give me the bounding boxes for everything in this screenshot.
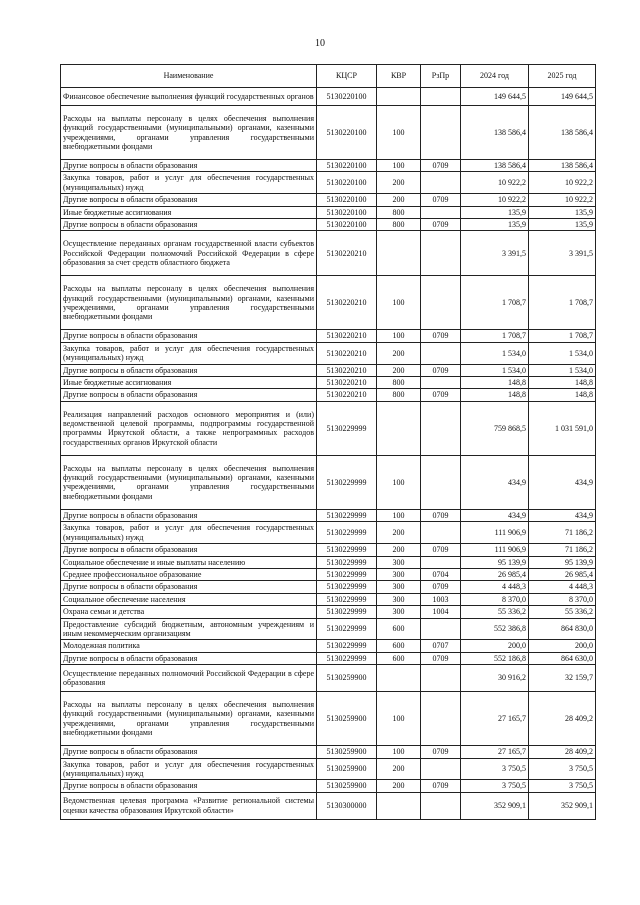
row-kcsr: 5130229999 <box>317 606 377 618</box>
row-name: Закупка товаров, работ и услуг для обеспечения государственных (муниципальных) нужд <box>61 522 317 544</box>
table-row <box>61 509 596 521</box>
table-row <box>61 652 596 664</box>
row-kcsr: 5130229999 <box>317 556 377 568</box>
row-amount-2024: 148,8 <box>461 389 529 401</box>
row-amount-2024: 111 906,9 <box>461 544 529 556</box>
table-row <box>61 206 596 218</box>
table-row <box>61 606 596 618</box>
row-amount-2024: 111 906,9 <box>461 522 529 544</box>
row-kvr: 100 <box>377 330 421 342</box>
row-amount-2024: 55 336,2 <box>461 606 529 618</box>
row-kcsr: 5130229999 <box>317 544 377 556</box>
row-rzpr <box>421 455 461 509</box>
row-rzpr: 0709 <box>421 544 461 556</box>
row-kvr: 800 <box>377 219 421 231</box>
row-rzpr <box>421 206 461 218</box>
row-kvr: 100 <box>377 509 421 521</box>
row-kcsr: 5130220210 <box>317 231 377 276</box>
table-row <box>61 377 596 389</box>
row-rzpr <box>421 276 461 330</box>
row-kvr <box>377 231 421 276</box>
row-rzpr: 0707 <box>421 640 461 652</box>
row-amount-2024: 434,9 <box>461 455 529 509</box>
header-2025: 2025 год <box>529 65 596 88</box>
row-amount-2024: 3 750,5 <box>461 780 529 792</box>
header-2024: 2024 год <box>461 65 529 88</box>
row-amount-2025: 28 409,2 <box>529 692 596 746</box>
row-rzpr: 0709 <box>421 509 461 521</box>
row-name: Другие вопросы в области образования <box>61 746 317 758</box>
row-amount-2025: 149 644,5 <box>529 88 596 106</box>
row-rzpr <box>421 692 461 746</box>
row-name: Социальное обеспечение и иные выплаты населению <box>61 556 317 568</box>
row-kvr <box>377 665 421 692</box>
row-amount-2024: 135,9 <box>461 219 529 231</box>
row-kvr <box>377 88 421 106</box>
row-amount-2024: 1 708,7 <box>461 330 529 342</box>
row-kvr: 800 <box>377 377 421 389</box>
row-kcsr: 5130229999 <box>317 401 377 455</box>
row-kvr: 200 <box>377 172 421 194</box>
row-amount-2025: 1 708,7 <box>529 330 596 342</box>
row-amount-2024: 1 534,0 <box>461 364 529 376</box>
row-rzpr <box>421 401 461 455</box>
row-kvr: 600 <box>377 618 421 640</box>
table-row <box>61 106 596 160</box>
row-kvr: 200 <box>377 758 421 780</box>
row-kvr: 600 <box>377 640 421 652</box>
row-amount-2025: 28 409,2 <box>529 746 596 758</box>
row-name: Осуществление переданных полномочий Российской Федерации в сфере образования <box>61 665 317 692</box>
header-kcsr: КЦСР <box>317 65 377 88</box>
row-kcsr: 5130220210 <box>317 276 377 330</box>
row-amount-2025: 4 448,3 <box>529 581 596 593</box>
row-kcsr: 5130259900 <box>317 692 377 746</box>
row-amount-2025: 200,0 <box>529 640 596 652</box>
row-amount-2025: 1 534,0 <box>529 364 596 376</box>
header-kvr: КВР <box>377 65 421 88</box>
row-kvr: 200 <box>377 522 421 544</box>
row-kcsr: 5130220210 <box>317 389 377 401</box>
row-kcsr: 5130220210 <box>317 377 377 389</box>
row-rzpr: 0709 <box>421 330 461 342</box>
row-name: Другие вопросы в области образования <box>61 194 317 206</box>
table-row <box>61 342 596 364</box>
row-amount-2025: 864 830,0 <box>529 618 596 640</box>
row-amount-2024: 149 644,5 <box>461 88 529 106</box>
table-row <box>61 640 596 652</box>
row-rzpr <box>421 106 461 160</box>
row-amount-2024: 4 448,3 <box>461 581 529 593</box>
row-kcsr: 5130220100 <box>317 160 377 172</box>
table-row <box>61 364 596 376</box>
row-kvr <box>377 401 421 455</box>
row-amount-2024: 552 186,8 <box>461 652 529 664</box>
table-row <box>61 593 596 605</box>
table-row <box>61 618 596 640</box>
row-kcsr: 5130229999 <box>317 522 377 544</box>
row-amount-2024: 30 916,2 <box>461 665 529 692</box>
table-row <box>61 389 596 401</box>
table-row <box>61 665 596 692</box>
row-kcsr: 5130220210 <box>317 342 377 364</box>
row-rzpr: 0709 <box>421 364 461 376</box>
row-rzpr <box>421 792 461 819</box>
header-name: Наименование <box>61 65 317 88</box>
table-row <box>61 780 596 792</box>
table-row <box>61 455 596 509</box>
row-name: Иные бюджетные ассигнования <box>61 206 317 218</box>
row-kcsr: 5130259900 <box>317 780 377 792</box>
row-rzpr: 0709 <box>421 389 461 401</box>
row-kvr: 300 <box>377 556 421 568</box>
row-amount-2025: 434,9 <box>529 455 596 509</box>
table-row <box>61 231 596 276</box>
row-amount-2024: 352 909,1 <box>461 792 529 819</box>
row-name: Закупка товаров, работ и услуг для обеспечения государственных (муниципальных) нужд <box>61 758 317 780</box>
row-amount-2025: 138 586,4 <box>529 160 596 172</box>
row-name: Охрана семьи и детства <box>61 606 317 618</box>
row-amount-2024: 135,9 <box>461 206 529 218</box>
row-amount-2025: 352 909,1 <box>529 792 596 819</box>
row-amount-2024: 138 586,4 <box>461 106 529 160</box>
row-kcsr: 5130220100 <box>317 88 377 106</box>
row-rzpr: 0709 <box>421 746 461 758</box>
row-kcsr: 5130259900 <box>317 665 377 692</box>
row-name: Расходы на выплаты персоналу в целях обеспечения выполнения функций государственными (муниципальными) органами, казенными учреждениями, органами управления государственными внебюджетными фондами <box>61 106 317 160</box>
row-rzpr: 1003 <box>421 593 461 605</box>
row-kcsr: 5130220100 <box>317 172 377 194</box>
row-name: Расходы на выплаты персоналу в целях обеспечения выполнения функций государственными (муниципальными) органами, казенными учреждениями, органами управления государственными внебюджетными фондами <box>61 276 317 330</box>
row-kcsr: 5130229999 <box>317 593 377 605</box>
table-row <box>61 692 596 746</box>
row-kvr: 200 <box>377 780 421 792</box>
row-amount-2024: 434,9 <box>461 509 529 521</box>
row-amount-2024: 3 750,5 <box>461 758 529 780</box>
row-amount-2025: 3 391,5 <box>529 231 596 276</box>
table-row <box>61 172 596 194</box>
row-amount-2025: 864 630,0 <box>529 652 596 664</box>
row-amount-2025: 32 159,7 <box>529 665 596 692</box>
table-header-row <box>61 65 596 88</box>
row-name: Другие вопросы в области образования <box>61 330 317 342</box>
row-amount-2024: 138 586,4 <box>461 160 529 172</box>
row-rzpr <box>421 377 461 389</box>
row-kvr: 800 <box>377 206 421 218</box>
table-row <box>61 568 596 580</box>
row-name: Другие вопросы в области образования <box>61 389 317 401</box>
row-amount-2025: 1 708,7 <box>529 276 596 330</box>
row-kvr: 300 <box>377 606 421 618</box>
row-rzpr: 0709 <box>421 194 461 206</box>
table-row <box>61 219 596 231</box>
row-kcsr: 5130229999 <box>317 618 377 640</box>
row-kcsr: 5130300000 <box>317 792 377 819</box>
row-kvr: 200 <box>377 194 421 206</box>
row-amount-2025: 148,8 <box>529 377 596 389</box>
row-amount-2025: 1 031 591,0 <box>529 401 596 455</box>
row-kvr: 100 <box>377 455 421 509</box>
row-amount-2024: 27 165,7 <box>461 746 529 758</box>
row-amount-2025: 3 750,5 <box>529 758 596 780</box>
row-rzpr <box>421 556 461 568</box>
table-row <box>61 581 596 593</box>
row-amount-2024: 3 391,5 <box>461 231 529 276</box>
row-kvr: 100 <box>377 276 421 330</box>
row-name: Ведомственная целевая программа «Развитие региональной системы оценки качества образования Иркутской области» <box>61 792 317 819</box>
row-kcsr: 5130229999 <box>317 640 377 652</box>
row-kvr: 100 <box>377 106 421 160</box>
row-rzpr: 0709 <box>421 581 461 593</box>
row-name: Закупка товаров, работ и услуг для обеспечения государственных (муниципальных) нужд <box>61 172 317 194</box>
row-name: Другие вопросы в области образования <box>61 652 317 664</box>
row-rzpr: 0704 <box>421 568 461 580</box>
row-kcsr: 5130229999 <box>317 581 377 593</box>
row-kcsr: 5130220100 <box>317 219 377 231</box>
row-name: Социальное обеспечение населения <box>61 593 317 605</box>
row-name: Другие вопросы в области образования <box>61 160 317 172</box>
row-kvr: 600 <box>377 652 421 664</box>
row-kcsr: 5130229999 <box>317 509 377 521</box>
row-name: Финансовое обеспечение выполнения функций государственных органов <box>61 88 317 106</box>
row-amount-2025: 10 922,2 <box>529 172 596 194</box>
row-amount-2025: 138 586,4 <box>529 106 596 160</box>
row-rzpr <box>421 342 461 364</box>
row-amount-2025: 434,9 <box>529 509 596 521</box>
table-row <box>61 758 596 780</box>
row-amount-2024: 200,0 <box>461 640 529 652</box>
table-row <box>61 276 596 330</box>
row-kcsr: 5130229999 <box>317 652 377 664</box>
row-amount-2025: 3 750,5 <box>529 780 596 792</box>
row-name: Иные бюджетные ассигнования <box>61 377 317 389</box>
row-name: Другие вопросы в области образования <box>61 219 317 231</box>
budget-table <box>60 64 596 820</box>
row-name: Реализация направлений расходов основного мероприятия и (или) ведомственной целевой программы, подпрограммы государственной программы Иркутской области, а также непрограммных расходов государственных органов Иркутской области <box>61 401 317 455</box>
row-amount-2024: 1 534,0 <box>461 342 529 364</box>
row-rzpr <box>421 522 461 544</box>
row-name: Другие вопросы в области образования <box>61 581 317 593</box>
row-name: Другие вопросы в области образования <box>61 509 317 521</box>
table-row <box>61 792 596 819</box>
row-kcsr: 5130229999 <box>317 455 377 509</box>
table-row <box>61 401 596 455</box>
row-amount-2024: 148,8 <box>461 377 529 389</box>
row-kvr: 800 <box>377 389 421 401</box>
row-rzpr: 0709 <box>421 652 461 664</box>
row-kvr: 100 <box>377 692 421 746</box>
row-amount-2025: 71 186,2 <box>529 544 596 556</box>
row-name: Предоставление субсидий бюджетным, автономным учреждениям и иным некоммерческим организациям <box>61 618 317 640</box>
table-row <box>61 544 596 556</box>
row-amount-2024: 8 370,0 <box>461 593 529 605</box>
table-row <box>61 746 596 758</box>
row-amount-2025: 55 336,2 <box>529 606 596 618</box>
row-rzpr: 1004 <box>421 606 461 618</box>
row-rzpr <box>421 88 461 106</box>
header-rzpr: РзПр <box>421 65 461 88</box>
row-amount-2025: 8 370,0 <box>529 593 596 605</box>
row-kcsr: 5130220100 <box>317 206 377 218</box>
row-name: Молодежная политика <box>61 640 317 652</box>
row-kvr: 300 <box>377 593 421 605</box>
row-amount-2024: 552 386,8 <box>461 618 529 640</box>
row-name: Закупка товаров, работ и услуг для обеспечения государственных (муниципальных) нужд <box>61 342 317 364</box>
row-rzpr: 0709 <box>421 780 461 792</box>
row-kvr: 200 <box>377 364 421 376</box>
row-amount-2025: 71 186,2 <box>529 522 596 544</box>
row-rzpr: 0709 <box>421 219 461 231</box>
row-name: Другие вопросы в области образования <box>61 544 317 556</box>
table-row <box>61 522 596 544</box>
row-amount-2024: 1 708,7 <box>461 276 529 330</box>
row-kvr <box>377 792 421 819</box>
row-kcsr: 5130259900 <box>317 746 377 758</box>
row-amount-2024: 27 165,7 <box>461 692 529 746</box>
row-name: Осуществление переданных органам государственной власти субъектов Российской Федерации полномочий Российской Федерации в сфере образования за счет средств областного бюджета <box>61 231 317 276</box>
row-kvr: 200 <box>377 544 421 556</box>
table-row <box>61 160 596 172</box>
row-amount-2024: 26 985,4 <box>461 568 529 580</box>
row-rzpr <box>421 618 461 640</box>
table-row <box>61 556 596 568</box>
table-row <box>61 88 596 106</box>
row-kcsr: 5130229999 <box>317 568 377 580</box>
row-amount-2024: 10 922,2 <box>461 172 529 194</box>
row-amount-2025: 1 534,0 <box>529 342 596 364</box>
row-kcsr: 5130220210 <box>317 330 377 342</box>
row-kvr: 100 <box>377 746 421 758</box>
row-amount-2025: 135,9 <box>529 206 596 218</box>
row-kcsr: 5130220100 <box>317 106 377 160</box>
row-name: Другие вопросы в области образования <box>61 780 317 792</box>
row-kvr: 200 <box>377 342 421 364</box>
row-amount-2024: 10 922,2 <box>461 194 529 206</box>
row-amount-2025: 148,8 <box>529 389 596 401</box>
row-amount-2025: 26 985,4 <box>529 568 596 580</box>
row-name: Другие вопросы в области образования <box>61 364 317 376</box>
row-kvr: 100 <box>377 160 421 172</box>
row-rzpr <box>421 172 461 194</box>
row-kcsr: 5130220210 <box>317 364 377 376</box>
page-number: 10 <box>315 38 325 49</box>
row-amount-2024: 95 139,9 <box>461 556 529 568</box>
row-rzpr: 0709 <box>421 160 461 172</box>
row-name: Среднее профессиональное образование <box>61 568 317 580</box>
table-row <box>61 330 596 342</box>
row-amount-2024: 759 868,5 <box>461 401 529 455</box>
row-name: Расходы на выплаты персоналу в целях обеспечения выполнения функций государственными (муниципальными) органами, казенными учреждениями, органами управления государственными внебюджетными фондами <box>61 455 317 509</box>
row-kvr: 300 <box>377 568 421 580</box>
row-kvr: 300 <box>377 581 421 593</box>
row-kcsr: 5130220100 <box>317 194 377 206</box>
row-amount-2025: 10 922,2 <box>529 194 596 206</box>
row-amount-2025: 135,9 <box>529 219 596 231</box>
row-rzpr <box>421 665 461 692</box>
row-name: Расходы на выплаты персоналу в целях обеспечения выполнения функций государственными (муниципальными) органами, казенными учреждениями, органами управления государственными внебюджетными фондами <box>61 692 317 746</box>
row-rzpr <box>421 758 461 780</box>
table-row <box>61 194 596 206</box>
row-amount-2025: 95 139,9 <box>529 556 596 568</box>
row-rzpr <box>421 231 461 276</box>
row-kcsr: 5130259900 <box>317 758 377 780</box>
